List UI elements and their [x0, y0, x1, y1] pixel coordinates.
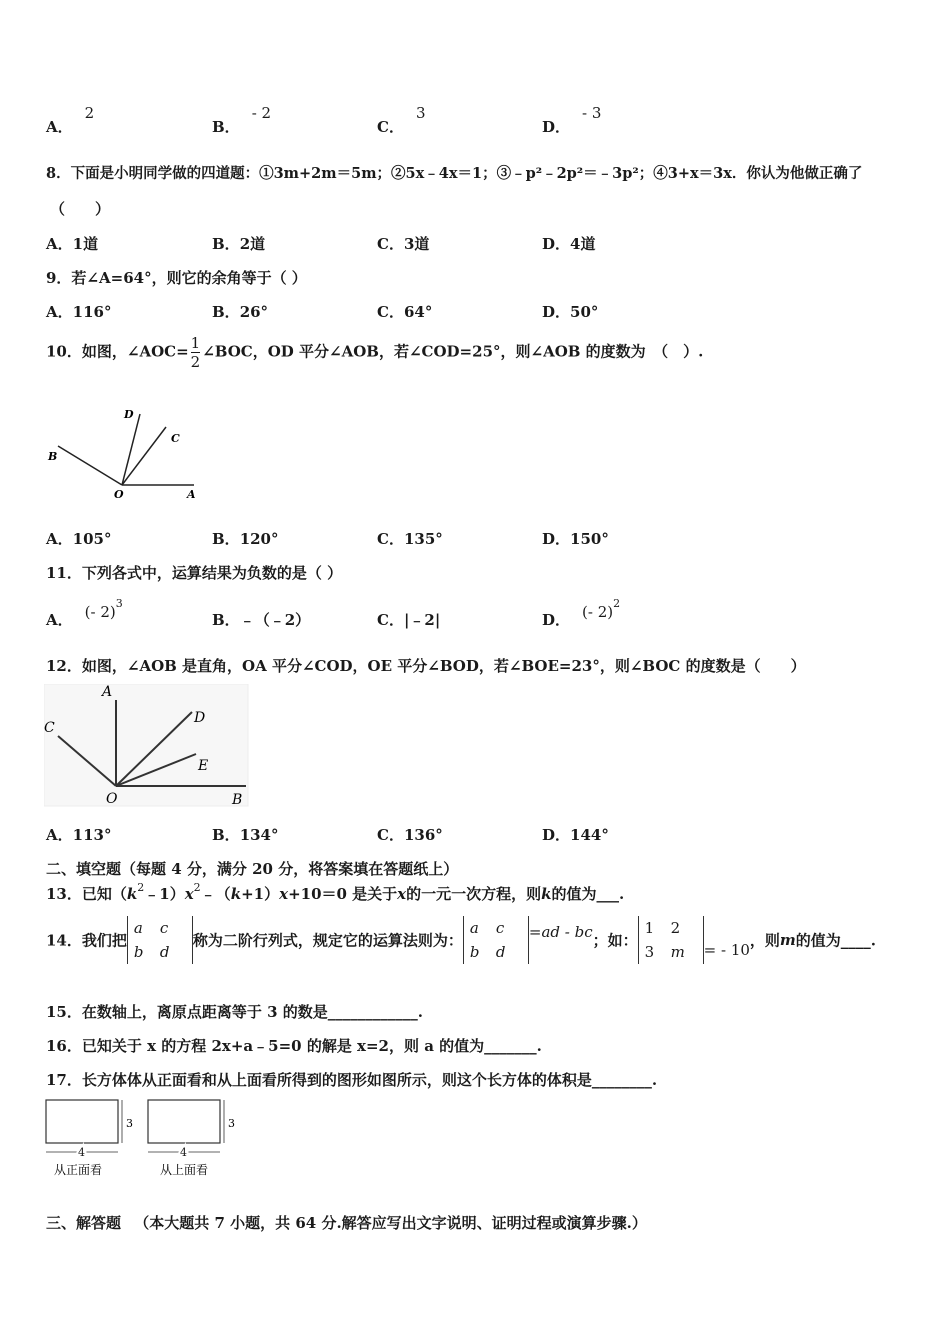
q12-option-d: D．144° — [542, 826, 609, 844]
q9-option-a: A．116° — [46, 303, 112, 321]
q17-front-view-figure — [44, 1097, 140, 1183]
q7-option-a: A．2 — [46, 104, 95, 136]
q17-top-view-figure — [146, 1097, 242, 1183]
q13-text: 13．已知$(k^2﹣1)x^2﹣(k+1)x+10=0$ 是关于x的一元一次方程，则k的值为___. — [46, 881, 625, 903]
q12-option-a: A．113° — [46, 826, 112, 844]
q17-front-height: 3 — [126, 1117, 133, 1130]
q10-label-a: A — [187, 488, 196, 501]
q16-text: 16．已知关于 x 的方程 2x+a﹣5=0 的解是 x=2，则 a 的值为_______. — [46, 1037, 542, 1055]
q12-label-d: D — [194, 710, 206, 726]
q9-option-c: C．64° — [377, 303, 433, 321]
q14-text: 14．我们把 a c b d 称为二阶行列式，规定它的运算法则为： a c b d =ad - bc；如： 1 2 3 m = - 10，则m的值为____. — [46, 916, 876, 964]
q12-label-e: E — [198, 758, 209, 774]
section3-note: （本大题共 7 小题，共 64 分.解答应写出文字说明、证明过程或演算步骤.） — [134, 1214, 647, 1232]
section3-header — [46, 1212, 647, 1233]
q12-label-c: C — [44, 720, 55, 736]
section2-title: 二、填空题（每题 4 分，满分 20 分，将答案填在答题纸上） — [46, 860, 459, 878]
q17-top-rect — [148, 1100, 220, 1143]
q7-option-c: C．3 — [377, 104, 426, 136]
q8-option-d: D．4道 — [542, 235, 596, 253]
q12-figure-frame — [44, 684, 248, 806]
q10-ray-ob — [58, 446, 122, 485]
q17-top-caption: 从上面看 — [160, 1163, 209, 1177]
q10-text — [46, 334, 703, 371]
q17-front-width: 4 — [78, 1146, 85, 1159]
q8-paren: （ ） — [50, 200, 111, 218]
q10-label-b: B — [48, 450, 58, 463]
q9-text: 9．若∠A=64°，则它的余角等于（ ） — [46, 269, 307, 287]
q8-option-c: C．3道 — [377, 235, 430, 253]
q11-option-d: D． (- 2)$^2$ — [542, 597, 621, 629]
q11-option-c: C．|﹣2| — [377, 611, 441, 629]
q10-suffix: ∠BOC，OD 平分∠AOB，若∠COD=25°，则∠AOB 的度数为 （ ）. — [202, 342, 704, 361]
q12-label-a: A — [102, 684, 113, 700]
q10-option-d: D．150° — [542, 530, 609, 548]
q17-front-caption: 从正面看 — [54, 1163, 103, 1177]
q12-label-b: B — [232, 792, 243, 808]
q9-option-b: B．26° — [212, 303, 269, 321]
q17-text: 17．长方体体从正面看和从上面看所得到的图形如图所示，则这个长方体的体积是________. — [46, 1071, 658, 1089]
q12-angle-figure — [44, 684, 250, 808]
q12-option-c: C．136° — [377, 826, 443, 844]
q11-option-b: B．﹣（﹣2） — [212, 611, 311, 629]
q12-option-b: B．134° — [212, 826, 279, 844]
q14-determinant-generic: a c b d — [127, 916, 193, 964]
q17-top-height: 3 — [228, 1117, 235, 1130]
q10-fraction: $\frac{1}{2}$ — [190, 334, 201, 371]
q10-option-b: B．120° — [212, 530, 279, 548]
q10-label-c: C — [171, 432, 180, 445]
q7-option-d: D．- 3 — [542, 104, 602, 136]
q12-text: 12．如图，∠AOB 是直角，OA 平分∠COD，OE 平分∠BOD，若∠BOE=23°，则∠BOC 的度数是（ ） — [46, 657, 806, 675]
q10-prefix: 10．如图，∠AOC= — [46, 342, 189, 361]
q12-label-o: O — [106, 791, 118, 807]
q10-label-o: O — [114, 488, 124, 501]
q8-option-b: B．2道 — [212, 235, 266, 253]
q7-option-b: B．- 2 — [212, 104, 272, 136]
q15-text: 15．在数轴上，离原点距离等于 3 的数是____________. — [46, 1003, 423, 1021]
q10-label-d: D — [124, 408, 134, 421]
q11-option-a: A． (- 2)$^3$ — [46, 597, 123, 629]
q10-option-c: C．135° — [377, 530, 443, 548]
q14-determinant-example: 1 2 3 m — [638, 916, 704, 964]
q9-option-d: D．50° — [542, 303, 599, 321]
q17-front-rect — [46, 1100, 118, 1143]
q10-option-a: A．105° — [46, 530, 112, 548]
q10-angle-figure — [44, 402, 204, 502]
q8-text: 8．下面是小明同学做的四道题：①3m+2m＝5m；②5x﹣4x＝1；③﹣p²﹣2p²＝﹣3p²；④3+x＝3x．你认为他做正确了 — [46, 165, 863, 182]
q17-top-width: 4 — [180, 1146, 187, 1159]
section3-title: 三、解答题 — [46, 1214, 122, 1232]
q14-determinant-rule: a c b d — [463, 916, 529, 964]
q8-option-a: A．1道 — [46, 235, 99, 253]
q11-text: 11．下列各式中，运算结果为负数的是（ ） — [46, 564, 343, 582]
